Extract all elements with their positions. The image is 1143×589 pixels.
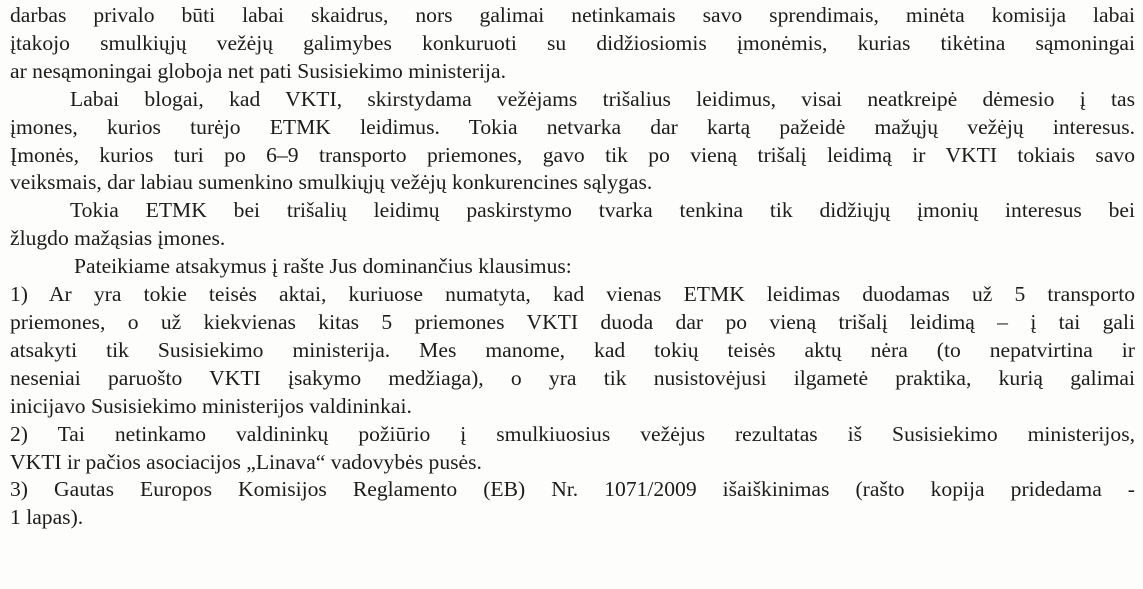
text-line: 2) Tai netinkamo valdininkų požiūrio į smulkiuosius vežėjus rezultatas iš Susisiekimo ministerijos,	[10, 421, 1135, 446]
paragraph-commission-transparency	[10, 2, 1135, 86]
text-line: darbas privalo būti labai skaidrus, nors galimai netinkamais savo sprendimais, minėta komisija labai	[10, 3, 1135, 27]
text-line: žlugdo mažąsias įmones.	[10, 226, 226, 251]
text-line: Pateikiame atsakymus į rašte Jus dominančius klausimus:	[74, 254, 572, 279]
text-line: 3) Gautas Europos Komisijos Reglamento (EB) Nr. 1071/2009 išaiškinimas (rašto kopija pridedama -	[10, 477, 1135, 502]
text-line: ar nesąmoningai globoja net pati Susisiekimo ministerija.	[10, 58, 506, 83]
paragraph-answers-intro	[10, 253, 1135, 281]
text-line: Įmonės, kurios turi po 6–9 transporto priemones, gavo tik po vieną trišalį leidimą ir VKTI tokiais savo	[10, 142, 1135, 167]
text-line: 1 lapas).	[10, 505, 84, 530]
text-line: Tokia ETMK bei trišalių leidimų paskirstymo tvarka tenkina tik didžiųjų įmonių interesus bei	[70, 198, 1135, 223]
text-line: įtakojo smulkiųjų vežėjų galimybes konkuruoti su didžiosiomis įmonėmis, kurias tikėtina sąmoningai	[10, 30, 1135, 55]
answer-item-2	[10, 421, 1135, 477]
text-line: priemones, o už kiekvienas kitas 5 priemones VKTI duoda dar po vieną trišalį leidimą – į tai gali	[10, 309, 1135, 334]
text-line: veiksmais, dar labiau sumenkino smulkiųjų vežėjų konkurencines sąlygas.	[10, 170, 653, 195]
text-line: Labai blogai, kad VKTI, skirstydama vežėjams trišalius leidimus, visai neatkreipė dėmesio į tas	[70, 86, 1135, 111]
answer-item-1	[10, 281, 1135, 421]
text-line: įmones, kurios turėjo ETMK leidimus. Tokia netvarka dar kartą pažeidė mažųjų vežėjų interesus.	[10, 114, 1135, 139]
paragraph-vkti-permits	[10, 86, 1135, 198]
text-line: neseniai paruošto VKTI įsakymo medžiaga), o yra tik nusistovėjusi ilgametė praktika, kurią galimai	[10, 365, 1135, 390]
text-line: inicijavo Susisiekimo ministerijos valdininkai.	[10, 393, 412, 418]
answer-item-3	[10, 476, 1135, 532]
paragraph-distribution-order	[10, 197, 1135, 253]
text-line: atsakyti tik Susisiekimo ministerija. Mes manome, kad tokių teisės aktų nėra (to nepatvirtina ir	[10, 337, 1135, 362]
text-line: VKTI ir pačios asociacijos „Linava“ vadovybės pusės.	[10, 449, 482, 474]
text-line: 1) Ar yra tokie teisės aktai, kuriuose numatyta, kad vienas ETMK leidimas duodamas už 5 transporto	[10, 282, 1135, 307]
